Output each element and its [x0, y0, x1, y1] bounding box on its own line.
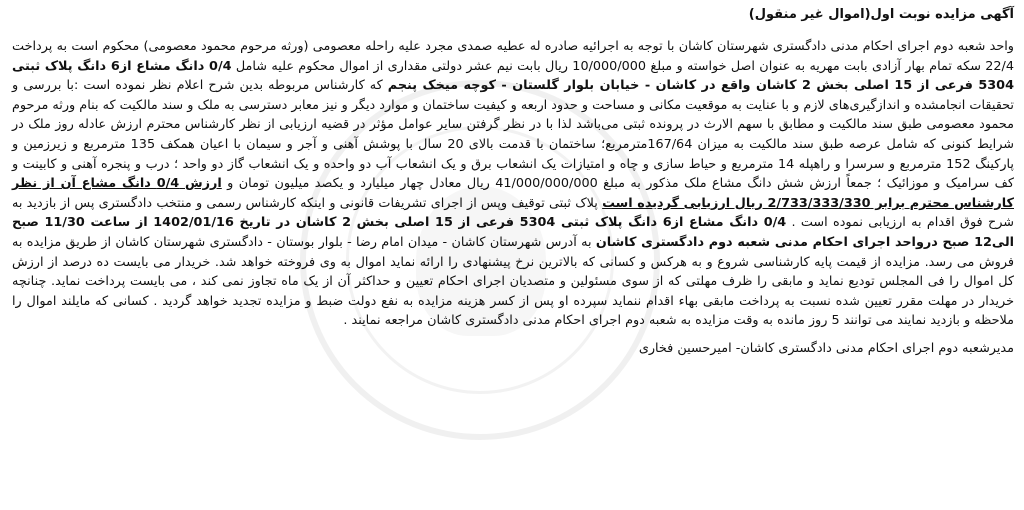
property-description: 0/4 دانگ مشاع از6 دانگ پلاک ثبتی 5304 فرعی از 15 اصلی بخش 2 کاشان واقع در کاشان - خیابان بلوار گلستان - کوچه میخک پنجم: [12, 58, 1014, 94]
auction-terms-text: به آدرس شهرستان کاشان - میدان امام رضا - بلوار بوستان - دادگستری شهرستان کاشان از طریق مزایده به فروش می رسد. مزایده از قیمت پایه کارشناسی شروع و به هرکس و کسانی که بالاترین نرخ پیشنهادی را ارائه نماید اموال به وی فروخته خواهد شد. خریدار می بایست ده درصد از ارزش کل اموال را فی المجلس تودیع نماید و مابقی را ظرف مهلتی که از سوی مسئولین و متصدیان اجرای احکام تعیین و حداکثر آن از یک ماه تجاوز نمی کند ، می بایست پرداخت نماید. چنانچه خریدار در مهلت مقرر تعیین شده نسبت به پرداخت مابقی بهاء اقدام ننماید سپرده او پس از کسر هزینه مزایده به نفع دولت ضبط و مزایده تجدید خواهد گردید . کسانی که مایلند اموال را ملاحظه و بازدید نمایند می توانند 5 روز مانده به وقت مزایده به شعبه دوم اجرای احکام مدنی دادگستری کاشان مراجعه نمایند .: [12, 234, 1014, 329]
notice-body: [12, 37, 1014, 331]
auction-date-time: 0/4 دانگ مشاع از6 دانگ پلاک ثبتی 5304 فرعی از 15 اصلی بخش 2 کاشان در تاریخ 1402/01/16 از ساعت 11/30 صبح الی12 صبح درواحد اجرای احکام مدنی شعبه دوم دادگستری کاشان: [12, 215, 1015, 250]
signature-line: مدیرشعبه دوم اجرای احکام مدنی دادگستری کاشان- امیرحسین فخاری: [638, 340, 1014, 356]
seizure-text: پلاک ثبتی توقیف وپس از اجرای تشریفات قانونی و اینکه کارشناس رسمی و منتخب دادگستری پس از بازدید به شرح فوق اقدام به ارزیابی نموده است .: [12, 195, 1014, 231]
body-intro-text: واحد شعبه دوم اجرای احکام مدنی دادگستری شهرستان کاشان با توجه به اجرائیه صادره له عطیه صمدی مجرد علیه راحله معصومی (ورثه مرحوم محمود معصومی) محکوم است به پرداخت 22/4 سکه تمام بهار آزادی بابت مهریه به عنوان اصل خواسته و مبلغ 10/000/000 ریال بابت نیم عشر دولتی مقداری از اموال محکوم علیه شامل: [12, 39, 1014, 74]
notice-title: آگهی مزایده نوبت اول(اموال غیر منقول): [748, 7, 1014, 22]
appraised-value: ارزش 0/4 دانگ مشاع آن از نظر کارشناس محترم برابر 2/733/333/330 ریال ارزیابی گردیده است: [12, 176, 1014, 211]
expert-assessment-text: که کارشناس مربوطه بدین شرح اعلام نظر نموده است :با بررسی و تحقیقات انجامشده و اندازگیری‌های لازم و با عنایت به موقعیت مکانی و مساحت و حدود اربعه و کیفیت ساختمان و موارد دیگر و نیز معابر دسترسی به ملک و سند مالکیت که بنام ورثه مرحوم محمود معصومی طبق سند مالکیت و مطابق با سهم الارث در پرونده ثبتی می‌باشد لذا با در نظر گرفتن سایر عوامل مؤثر در قضیه ارزیابی از نظر کارشناس محترم ارزش عادله روز ملک در شرایط کنونی که شامل عرصه طبق سند مالکیت به میزان 167/64مترمربع؛ ساختمان با قدمت بالای 20 سال با پوشش آهنی و آجر و سیمان با اعیان همکف 135 مترمربع و زیرزمین و پارکینگ 152 مترمربع و سرسرا و راهپله 14 مترمربع و حیاط سازی و چاه و امتیازات یک انشعاب برق و یک انشعاب آب دو واحده و یک انشعاب گاز دو واحد ؛ درب و پنجره آهنی و کابینت و کف سرامیک و موزائیک ؛ جمعاً ارزش شش دانگ مشاع ملک مذکور به مبلغ 41/000/000/000 ریال معادل چهار میلیارد و یکصد میلیون تومان و: [12, 78, 1015, 192]
